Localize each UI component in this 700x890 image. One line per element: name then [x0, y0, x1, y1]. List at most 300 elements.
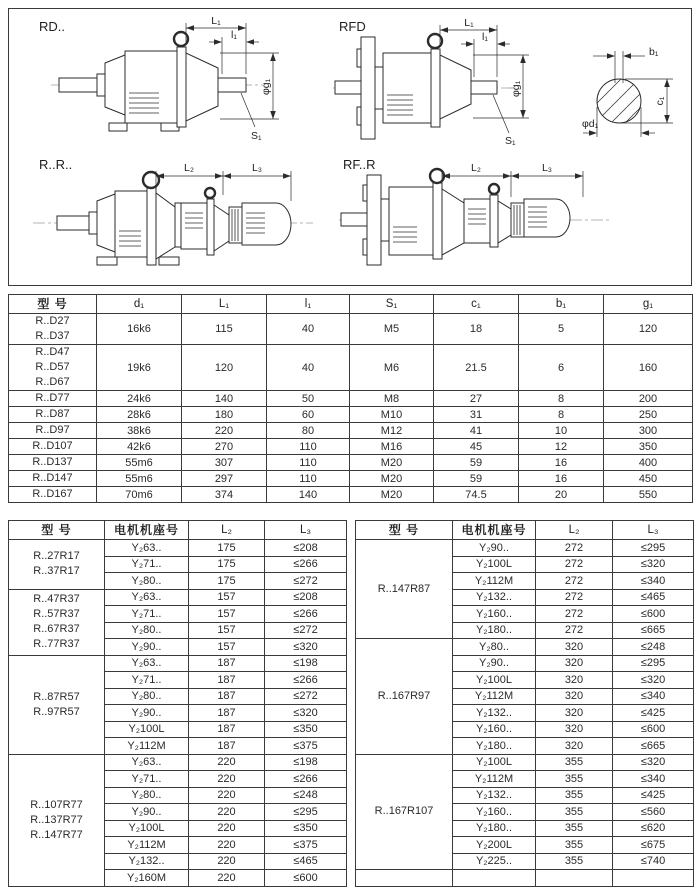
value-cell: 20	[519, 487, 604, 503]
value-cell: 16	[519, 455, 604, 471]
value-cell: 110	[267, 471, 350, 487]
rr-dimensions	[156, 171, 291, 201]
model-name: R..D107	[32, 440, 73, 452]
value-cell	[613, 870, 694, 887]
column-header: 型 号	[9, 521, 105, 540]
value-cell: ≤266	[265, 606, 347, 623]
value-cell: 59	[434, 455, 519, 471]
model-name: R..D97	[35, 424, 70, 436]
value-cell: Y₂112M	[453, 573, 536, 590]
value-cell: Y₂90..	[453, 655, 536, 672]
value-cell: ≤208	[265, 589, 347, 606]
value-cell: Y₂160M	[105, 870, 189, 887]
value-cell: ≤295	[265, 804, 347, 821]
value-cell: 140	[267, 487, 350, 503]
value-cell: Y₂100L	[105, 820, 189, 837]
table-row	[9, 655, 347, 672]
value-cell: 307	[182, 455, 267, 471]
value-cell: ≤198	[265, 754, 347, 771]
column-header: L₁	[182, 295, 267, 314]
value-cell: 220	[189, 820, 265, 837]
model-cell	[356, 870, 453, 887]
value-cell: 16k6	[97, 314, 182, 345]
value-cell: Y₂100L	[453, 672, 536, 689]
value-cell: 320	[536, 672, 613, 689]
value-cell: 355	[536, 754, 613, 771]
motor-length-table-left	[8, 520, 347, 887]
column-header: b₁	[519, 295, 604, 314]
dim-label-L1: L₁	[211, 15, 221, 27]
value-cell: Y₂132..	[453, 705, 536, 722]
value-cell: 18	[434, 314, 519, 345]
value-cell: 220	[189, 754, 265, 771]
value-cell: 300	[604, 423, 693, 439]
value-cell: Y₂180..	[453, 820, 536, 837]
table-header-row	[9, 521, 347, 540]
value-cell: 220	[189, 804, 265, 821]
value-cell: ≤295	[613, 655, 694, 672]
column-header: L₃	[265, 521, 347, 540]
model-name: R..97R57	[33, 705, 80, 718]
value-cell: 320	[536, 655, 613, 672]
value-cell: ≤248	[265, 787, 347, 804]
value-cell: ≤320	[613, 754, 694, 771]
value-cell: M6	[350, 345, 434, 391]
model-name: R..D77	[35, 392, 70, 404]
value-cell: 187	[189, 738, 265, 755]
rr-machine-outline	[57, 172, 291, 265]
value-cell: ≤340	[613, 573, 694, 590]
value-cell: ≤248	[613, 639, 694, 656]
value-cell: Y₂80..	[453, 639, 536, 656]
value-cell: M20	[350, 455, 434, 471]
value-cell: Y₂160..	[453, 606, 536, 623]
drawing-rr	[13, 151, 347, 281]
value-cell: ≤208	[265, 540, 347, 557]
shaft-dimension-table	[8, 294, 693, 503]
table-row	[9, 754, 347, 771]
value-cell: Y₂180..	[453, 738, 536, 755]
value-cell: M10	[350, 407, 434, 423]
drawing-rd	[13, 11, 329, 149]
dim-label-c1: c₁	[654, 96, 666, 106]
rfd-machine-outline	[335, 34, 497, 139]
value-cell: Y₂80..	[105, 622, 189, 639]
value-cell: 157	[189, 639, 265, 656]
drawing-shaft-section	[581, 39, 689, 147]
value-cell: 374	[182, 487, 267, 503]
model-name: R..D147	[32, 472, 73, 484]
drawing-rfd	[333, 11, 585, 153]
model-name: R..167R107	[374, 805, 434, 818]
drawings-panel	[8, 8, 692, 286]
section-outline	[597, 79, 641, 123]
value-cell: ≤600	[613, 606, 694, 623]
value-cell: Y₂80..	[105, 787, 189, 804]
value-cell: 16	[519, 471, 604, 487]
column-header: 型 号	[9, 295, 97, 314]
value-cell: ≤295	[613, 540, 694, 557]
value-cell: ≤465	[613, 589, 694, 606]
value-cell: ≤340	[613, 688, 694, 705]
model-cell	[9, 540, 105, 590]
drawing-rd-title: RD..	[39, 19, 65, 34]
dim-label-g1: φg₁	[510, 80, 522, 97]
value-cell: ≤425	[613, 705, 694, 722]
model-name: R..87R57	[33, 690, 80, 703]
model-name: R..167R97	[377, 689, 431, 702]
value-cell: Y₂100L	[453, 556, 536, 573]
motor-length-table-right	[355, 520, 694, 887]
model-cell	[9, 655, 105, 754]
value-cell: 187	[189, 672, 265, 689]
value-cell: 28k6	[97, 407, 182, 423]
value-cell: ≤266	[265, 556, 347, 573]
column-header: S₁	[350, 295, 434, 314]
value-cell: 40	[267, 314, 350, 345]
value-cell: ≤266	[265, 771, 347, 788]
table-row	[9, 423, 693, 439]
table-row	[9, 487, 693, 503]
model-name: R..D27	[35, 315, 70, 327]
value-cell: 270	[182, 439, 267, 455]
model-cell	[9, 455, 97, 471]
value-cell: M20	[350, 471, 434, 487]
value-cell: 355	[536, 771, 613, 788]
table-row	[9, 540, 347, 557]
value-cell: 220	[189, 837, 265, 854]
value-cell: ≤320	[613, 672, 694, 689]
value-cell: 355	[536, 787, 613, 804]
value-cell: 355	[536, 853, 613, 870]
value-cell: 175	[189, 540, 265, 557]
column-header: 电机机座号	[453, 521, 536, 540]
value-cell: 320	[536, 639, 613, 656]
value-cell: ≤272	[265, 573, 347, 590]
table-row	[9, 345, 693, 391]
value-cell: 42k6	[97, 439, 182, 455]
value-cell: 140	[182, 391, 267, 407]
value-cell: Y₂90..	[105, 639, 189, 656]
value-cell: 187	[189, 721, 265, 738]
model-cell	[9, 439, 97, 455]
value-cell: ≤320	[265, 639, 347, 656]
dim-label-L2: L₂	[471, 162, 481, 174]
value-cell: 120	[182, 345, 267, 391]
value-cell: 110	[267, 439, 350, 455]
model-name: R..D57	[35, 361, 70, 373]
value-cell: 160	[604, 345, 693, 391]
column-header: l₁	[267, 295, 350, 314]
value-cell: 157	[189, 606, 265, 623]
value-cell: Y₂200L	[453, 837, 536, 854]
value-cell: Y₂80..	[105, 688, 189, 705]
table-row	[356, 870, 694, 887]
value-cell: 450	[604, 471, 693, 487]
model-cell	[9, 754, 105, 886]
value-cell: Y₂90..	[105, 705, 189, 722]
model-name: R..D137	[32, 456, 73, 468]
value-cell: 12	[519, 439, 604, 455]
dim-label-L2: L₂	[184, 162, 194, 174]
value-cell: ≤560	[613, 804, 694, 821]
value-cell: 200	[604, 391, 693, 407]
column-header: g₁	[604, 295, 693, 314]
value-cell: 272	[536, 540, 613, 557]
column-header: L₂	[536, 521, 613, 540]
value-cell: 220	[189, 771, 265, 788]
drawing-rfd-title: RFD	[339, 19, 366, 34]
value-cell: ≤272	[265, 622, 347, 639]
model-name: R..137R77	[30, 813, 83, 826]
value-cell: 350	[604, 439, 693, 455]
table-row	[9, 314, 693, 345]
value-cell: 120	[604, 314, 693, 345]
value-cell: Y₂90..	[105, 804, 189, 821]
value-cell: ≤675	[613, 837, 694, 854]
model-name: R..27R17	[33, 550, 80, 563]
value-cell: 220	[189, 870, 265, 887]
model-cell	[9, 314, 97, 345]
value-cell: Y₂71..	[105, 606, 189, 623]
value-cell: ≤266	[265, 672, 347, 689]
model-cell	[356, 540, 453, 639]
value-cell: 187	[189, 705, 265, 722]
value-cell: 55m6	[97, 471, 182, 487]
value-cell: Y₂63..	[105, 754, 189, 771]
value-cell: 400	[604, 455, 693, 471]
value-cell: 5	[519, 314, 604, 345]
value-cell: 50	[267, 391, 350, 407]
value-cell: 60	[267, 407, 350, 423]
value-cell: ≤600	[265, 870, 347, 887]
value-cell: 157	[189, 589, 265, 606]
value-cell: 272	[536, 606, 613, 623]
value-cell: Y₂180..	[453, 622, 536, 639]
column-header: c₁	[434, 295, 519, 314]
drawing-rfr	[339, 151, 689, 281]
value-cell: 175	[189, 573, 265, 590]
value-cell: ≤740	[613, 853, 694, 870]
value-cell: 250	[604, 407, 693, 423]
value-cell: 24k6	[97, 391, 182, 407]
value-cell: 8	[519, 391, 604, 407]
model-name: R..47R37	[33, 593, 80, 605]
table-header-row	[9, 295, 693, 314]
dim-label-d1: φd₁	[582, 118, 599, 130]
model-cell	[356, 639, 453, 755]
value-cell: 175	[189, 556, 265, 573]
value-cell: 74.5	[434, 487, 519, 503]
dim-label-L3: L₃	[541, 162, 553, 174]
value-cell: M16	[350, 439, 434, 455]
value-cell: Y₂112M	[453, 771, 536, 788]
value-cell: 320	[536, 721, 613, 738]
dim-label-l1: l₁	[482, 31, 488, 43]
dim-label-S1: S₁	[505, 135, 516, 147]
value-cell: 180	[182, 407, 267, 423]
value-cell: Y₂112M	[105, 738, 189, 755]
column-header: L₂	[189, 521, 265, 540]
value-cell: Y₂160..	[453, 721, 536, 738]
table-row	[356, 754, 694, 771]
value-cell: 8	[519, 407, 604, 423]
model-name: R..D37	[35, 330, 70, 342]
model-name: R..37R17	[33, 565, 80, 578]
table-row	[9, 391, 693, 407]
value-cell: ≤340	[613, 771, 694, 788]
value-cell: 115	[182, 314, 267, 345]
value-cell: Y₂112M	[453, 688, 536, 705]
table-row	[9, 589, 347, 606]
model-name: R..D87	[35, 408, 70, 420]
value-cell: ≤350	[265, 820, 347, 837]
value-cell: ≤272	[265, 688, 347, 705]
value-cell	[536, 870, 613, 887]
model-name: R..D167	[32, 488, 73, 500]
value-cell: 10	[519, 423, 604, 439]
value-cell: Y₂225..	[453, 853, 536, 870]
value-cell: ≤600	[613, 721, 694, 738]
value-cell: 272	[536, 589, 613, 606]
column-header: 型 号	[356, 521, 453, 540]
value-cell: ≤320	[265, 705, 347, 722]
model-cell	[9, 471, 97, 487]
value-cell: Y₂80..	[105, 573, 189, 590]
value-cell: 220	[189, 853, 265, 870]
value-cell: M8	[350, 391, 434, 407]
table-row	[9, 407, 693, 423]
value-cell	[453, 870, 536, 887]
table-row	[9, 455, 693, 471]
table-row	[9, 439, 693, 455]
value-cell: 6	[519, 345, 604, 391]
dim-label-l1: l₁	[231, 29, 237, 41]
column-header: d₁	[97, 295, 182, 314]
value-cell: Y₂63..	[105, 540, 189, 557]
value-cell: 45	[434, 439, 519, 455]
value-cell: Y₂112M	[105, 837, 189, 854]
model-name: R..D67	[35, 376, 70, 388]
value-cell: 355	[536, 820, 613, 837]
value-cell: 550	[604, 487, 693, 503]
table-header-row	[356, 521, 694, 540]
table-row	[356, 639, 694, 656]
value-cell: ≤350	[265, 721, 347, 738]
value-cell: 27	[434, 391, 519, 407]
dim-label-L1: L₁	[464, 17, 474, 29]
value-cell: 110	[267, 455, 350, 471]
model-name: R..57R37	[33, 608, 80, 620]
value-cell: 220	[189, 787, 265, 804]
value-cell: ≤375	[265, 837, 347, 854]
value-cell: 55m6	[97, 455, 182, 471]
drawing-rr-title: R..R..	[39, 157, 73, 172]
column-header: 电机机座号	[105, 521, 189, 540]
value-cell: Y₂71..	[105, 771, 189, 788]
model-name: R..147R77	[30, 828, 83, 841]
value-cell: 157	[189, 622, 265, 639]
model-cell	[9, 589, 105, 655]
value-cell: Y₂132..	[453, 787, 536, 804]
value-cell: 31	[434, 407, 519, 423]
model-name: R..D47	[35, 346, 70, 358]
value-cell: 355	[536, 837, 613, 854]
value-cell: ≤665	[613, 622, 694, 639]
value-cell: 80	[267, 423, 350, 439]
value-cell: Y₂90..	[453, 540, 536, 557]
value-cell: Y₂132..	[453, 589, 536, 606]
value-cell: 220	[182, 423, 267, 439]
dim-label-S1: S₁	[251, 130, 262, 142]
value-cell: 187	[189, 655, 265, 672]
dim-label-b1: b₁	[649, 46, 659, 58]
value-cell: 38k6	[97, 423, 182, 439]
model-cell	[356, 754, 453, 870]
value-cell: ≤375	[265, 738, 347, 755]
value-cell: ≤198	[265, 655, 347, 672]
value-cell: Y₂63..	[105, 655, 189, 672]
column-header: L₃	[613, 521, 694, 540]
value-cell: ≤620	[613, 820, 694, 837]
value-cell: 320	[536, 738, 613, 755]
table-row	[9, 471, 693, 487]
value-cell: Y₂100L	[105, 721, 189, 738]
dim-label-g1: φg₁	[260, 78, 272, 95]
drawing-rfr-title: RF..R	[343, 157, 376, 172]
model-cell	[9, 423, 97, 439]
value-cell: 355	[536, 804, 613, 821]
table-row	[356, 540, 694, 557]
value-cell: 70m6	[97, 487, 182, 503]
rd-machine-outline	[59, 32, 246, 131]
value-cell: Y₂71..	[105, 556, 189, 573]
rfr-dimensions	[442, 171, 583, 197]
model-cell	[9, 345, 97, 391]
value-cell: Y₂100L	[453, 754, 536, 771]
dim-label-L3: L₃	[251, 162, 263, 174]
value-cell: 272	[536, 573, 613, 590]
model-cell	[9, 487, 97, 503]
value-cell: 320	[536, 688, 613, 705]
value-cell: Y₂132..	[105, 853, 189, 870]
value-cell: ≤425	[613, 787, 694, 804]
value-cell: 41	[434, 423, 519, 439]
model-name: R..67R37	[33, 623, 80, 635]
value-cell: ≤465	[265, 853, 347, 870]
value-cell: 320	[536, 705, 613, 722]
value-cell: Y₂160..	[453, 804, 536, 821]
value-cell: 272	[536, 622, 613, 639]
value-cell: M20	[350, 487, 434, 503]
value-cell: 297	[182, 471, 267, 487]
value-cell: 40	[267, 345, 350, 391]
value-cell: 59	[434, 471, 519, 487]
value-cell: Y₂71..	[105, 672, 189, 689]
value-cell: Y₂63..	[105, 589, 189, 606]
value-cell: 19k6	[97, 345, 182, 391]
model-name: R..77R37	[33, 638, 80, 650]
model-cell	[9, 391, 97, 407]
value-cell: 272	[536, 556, 613, 573]
value-cell: M5	[350, 314, 434, 345]
value-cell: ≤665	[613, 738, 694, 755]
model-cell	[9, 407, 97, 423]
value-cell: ≤320	[613, 556, 694, 573]
value-cell: M12	[350, 423, 434, 439]
value-cell: 21.5	[434, 345, 519, 391]
motor-length-tables	[8, 520, 692, 887]
